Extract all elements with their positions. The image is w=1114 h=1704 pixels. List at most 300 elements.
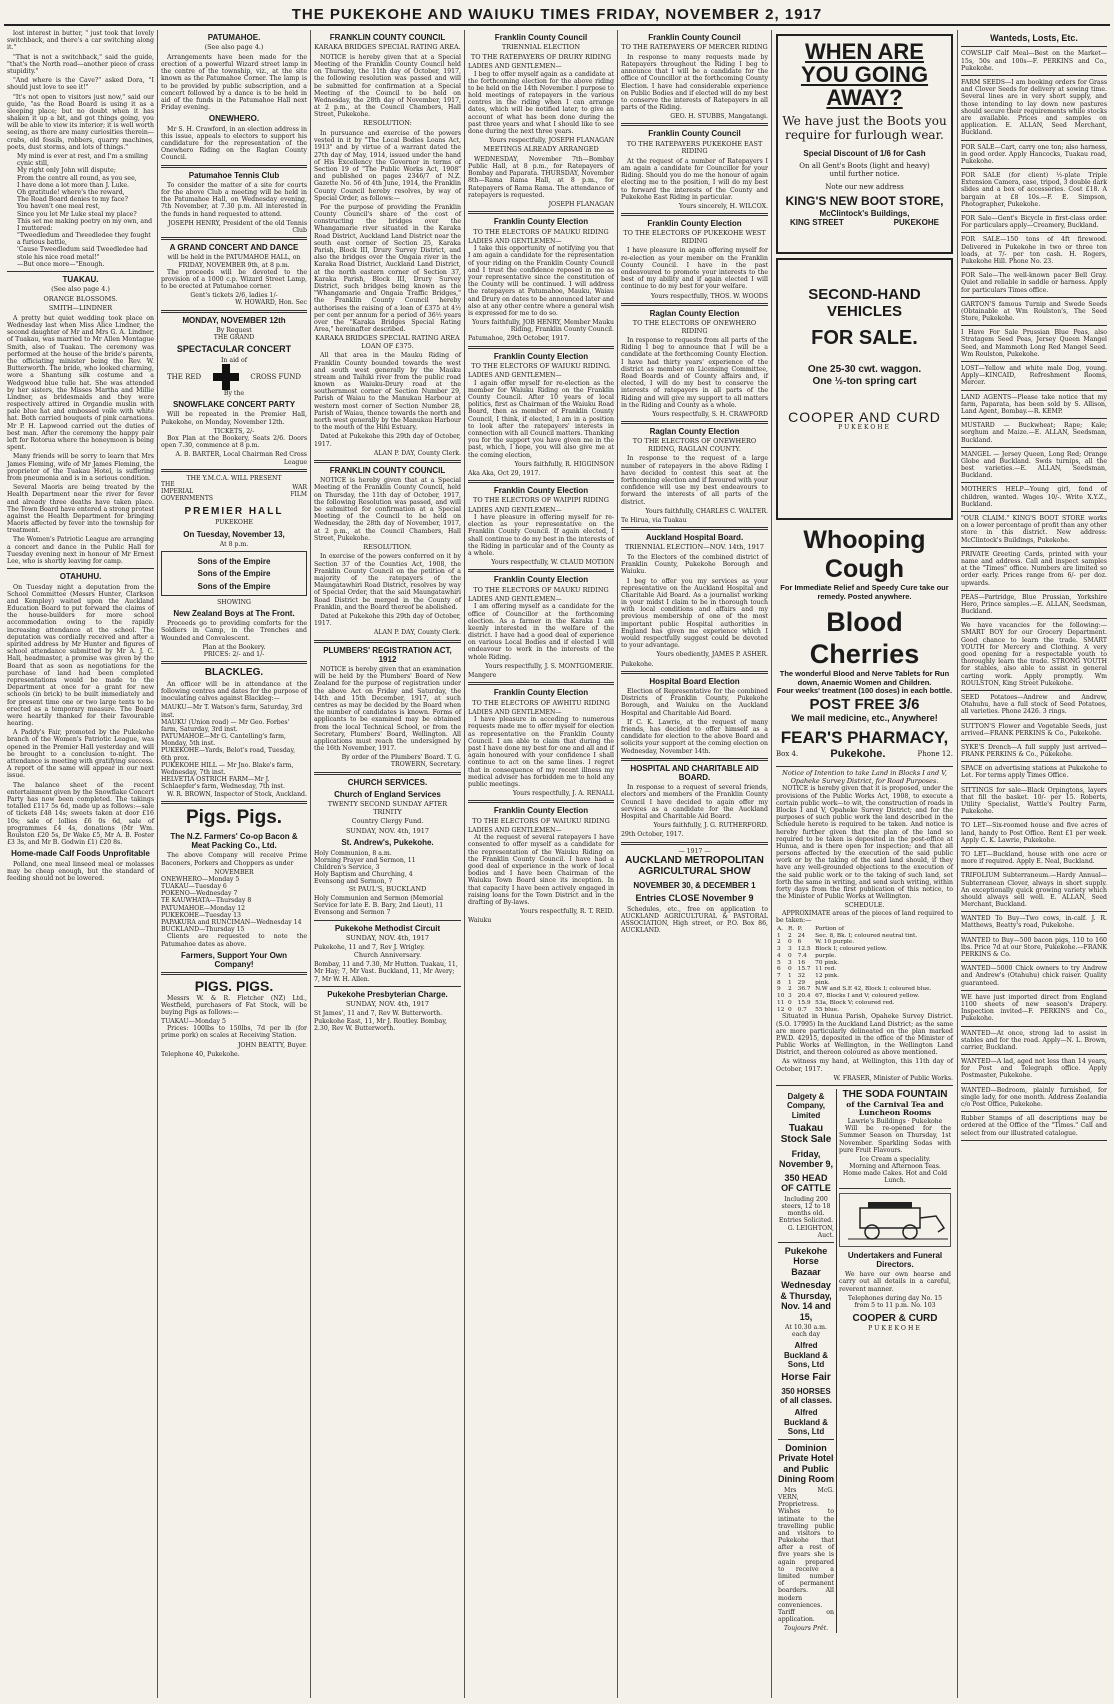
ad-line: will be held in the PATUMAHOE HALL, on FRIDAY, NOVEMBER 9th, at 8 p.m.: [167, 254, 301, 269]
sale-line: At 10.30 a.m. each day: [785, 1323, 827, 1339]
sale-line: Entries Solicited.: [778, 1217, 834, 1225]
signature: Yours respectfully, W. CLAUD MOTION: [491, 559, 614, 567]
dateline: Waiuku: [468, 917, 492, 925]
article-para: The balance sheet of the recent entertainment given by the Snowflake Concert Party has now been completed. The takings totalled £117 5s 6d, made up as follows:—sale of tickets £48 14s; sweets taken at door £16 10s; sale of lollies £6 0s 6d, sale of programmes £4 4s, donations (Mr Wm. Roulston £20 5s, Dr Wake £5, Mr A. B. Foster £3 3s, and Mr B. Godwin £1) £20 8s.: [7, 781, 154, 847]
divider: [314, 920, 461, 921]
election-para: At the request of several ratepayers I have consented to offer myself as a candidate for the representation of the Waiuku Riding on the Franklin County Council. I have had a good deal of experience in the work of local bodies and I have been Chairman of the Waiuku Town Board since its inception. In that capacity I have been actively engaged in raising loans for the Town District and in the drafting of By-laws.: [468, 834, 614, 906]
notice-para: In pursuance and exercise of the powers vested in it by "The Local Bodies Loans Act, 1913" and by virtue of a warrant dated the 27th day of May, 1914, issued under the hand of His Excellency the Governor in terms of Section 19 of "The Public Works Act, 1908" and published on pages 2346/7 of N.Z. Gazette No. 56 of 4th June, 1914, the Franklin County Council hereby resolves, by way of Special Order, as follows:—: [314, 130, 461, 202]
schedule-cell: 5: [777, 959, 781, 966]
poem-line: —But once more—"Enough.: [17, 260, 105, 268]
pig-date: TE KAUWHATA—Thursday 8: [161, 897, 252, 905]
schedule-cell: W. 10 purple.: [815, 939, 855, 946]
vehicles-item: One ½-ton spring cart: [812, 375, 917, 387]
boot-ad-sub: We have just the Boots you require for furlough wear.: [782, 114, 947, 143]
ad-para: An officer will be in attendance at the following centres and dates for the purpose of inoculating calves against Blackleg:—: [161, 680, 307, 703]
auctioneer-firm: Alfred Buckland & Sons, Ltd: [783, 1341, 828, 1369]
schedule-row: [776, 1007, 953, 1014]
schedule-cell: 16: [797, 959, 806, 966]
signature: W. HOWARD, Hon. Sec: [235, 299, 307, 307]
church-sub: Church of England Services: [334, 789, 441, 799]
article-para: A pretty but quiet wedding took place on Wednesday last when Miss Alice Lindner, the second daughter of Mr and Mrs G. A. Lindner, of Tuakau, was married to Mr Allen Montague Smith, also of Tuakau. The ceremony was performed at the house of the bride's parents, the officiating minister being the Rev. W. Butterworth. The bride, who looked charming, wore a Shantung silk costume and a Wedgwood blue tulle hat. She was attended by her sisters, the Misses Martha and Millie Lindner, as bridesmaids and they were respectively attired in Organdie muslin with pale blue hat and embossed voile with white hat. Both carried bouquets of pink carnations. Mr P. H. Lapwood carried out the duties of best man. After the ceremony the happy pair left for Rotorua where the honeymoon is being spent.: [7, 314, 154, 452]
schedule-cell: 3: [788, 946, 792, 953]
section-heading-home: Home-made Calf Foods Unprofitable: [11, 849, 150, 859]
divider: [961, 361, 1107, 362]
undertaker-town: PUKEKOHE: [868, 1324, 922, 1332]
section-sub: (See also page 4.): [51, 285, 110, 294]
election-para: I have pleasure in acceding to numerous requests made me to offer myself for election as representative on the Franklin County Council. I am able to claim that during the past I have done my best for one and all and if again honoured with your confidence I shall continue to act on the same lines. I regret that in consequence of my recent illness my medical adviser has forbidden me to hold any public meetings.: [468, 716, 614, 788]
schedule-cell: 70 pink.: [815, 959, 840, 966]
signature: By order of the Plumbers' Board. T. G. TROWERN, Secretary.: [341, 754, 461, 769]
schedule-cell: Sec. 8, Bk. I; coloured neutral tint.: [815, 932, 918, 939]
boot-ad-title: WHEN ARE YOU GOING AWAY?: [800, 39, 929, 111]
signature: Yours respectfully, S. H. CRAWFORD: [652, 410, 768, 418]
schedule-row: [776, 993, 953, 1000]
schedule-cell: 3: [777, 946, 781, 953]
divider: [161, 801, 307, 804]
divider: [961, 482, 1107, 483]
notice-para: NOTICE is hereby given that it is proposed, under the provisions of the Public Works Act, 1908, to execute a certain public work—to wit, the construction of roads in Blocks I and V, Opaheke Survey District; and for the purposes of such public work the land described in the Schedule hereto is required to be taken. And notice is hereby further given that the plan of the land so required to be taken is deposited in the post-office at Hunua, and is there open for inspection; and that all persons affected by the execution of the said public work or by the taking of the said land should, if they have any well-grounded objections to the execution of the said public work or to the taking of such land, set forth the same in writing, and send such writing, within forty days from the first publication of this notice, to the Minister of Public Works at Wellington.: [776, 785, 953, 901]
schedule-row: [776, 973, 953, 980]
boot-store-ad: [776, 34, 953, 254]
classified-ad: PRIVATE Greeting Cards, printed with your name and address. Call and inspect samples at the "Times" office. Numbers are limited so order early. Prices range from 6/- per doz. upwards.: [961, 550, 1107, 587]
wanteds-heading: Wanteds, Losts, Etc.: [990, 33, 1078, 43]
poem: [7, 153, 154, 268]
service-item: Holy Baptism and Churching, 4: [314, 871, 413, 879]
divider: [468, 211, 614, 214]
salutation: LADIES AND GENTLEMEN—: [468, 238, 562, 246]
signature: Yours faithfully, J. G. RUTHERFORD.: [653, 822, 768, 830]
boot-ad-line: McClintock's Buildings,: [819, 208, 910, 218]
vehicles-ad: [776, 258, 953, 520]
ad-line: Gent's tickets 2/6, ladies 1/-: [190, 292, 278, 300]
hotel-motto: Toujours Prêt.: [783, 1625, 829, 1633]
ad-heading: SNOWFLAKE CONCERT PARTY: [172, 400, 296, 410]
election-sub: TO THE RATEPAYERS OF MERCER RIDING: [621, 43, 768, 52]
red-cross-row: [161, 364, 307, 390]
schedule-cell: 0.7: [797, 1006, 807, 1013]
notice-sub: Country Clergy Fund.: [351, 817, 424, 826]
story-para: lost interest in butter, " just took that lovely switchback, and there's a car switching along it.": [7, 30, 154, 52]
schedule-cell: 12.5: [797, 946, 811, 953]
divider: [961, 75, 1107, 76]
classified-ad: SITTINGS for sale—Black Orpingtons, layers that fill the basket. 10/- per 15. Roberts, Utility Specialist, Wattle's Poultry Farm, Pukekohe.: [961, 786, 1107, 816]
salutation: LADIES AND GENTLEMEN—: [468, 506, 562, 514]
section-sub: SMITH—LINDNER: [48, 304, 113, 313]
red-label: THE RED: [167, 372, 202, 381]
signature: GEO. H. STUBBS, Mangatangi.: [670, 113, 768, 121]
dateline: Patumahoe, 29th October, 1917.: [468, 335, 570, 343]
signature: Yours faithfully, CHARLES C. WALTER.: [645, 507, 768, 515]
classified-ad: SPACE on advertising stations at Pukekohe to Let. For terms apply Times Office.: [961, 765, 1107, 780]
election-heading: Franklin County Election: [493, 688, 589, 698]
schedule-cell: 8: [777, 979, 781, 986]
election-para: In response to many requests made by Ratepayers throughout the Riding I beg to announce that I will be a candidate for the office of Councillor at the forthcoming County Election. I have had considerable experience on Public Bodies and if elected will do my best to conserve the interests of Ratepayers in all parts of the Riding.: [621, 53, 768, 112]
poem-line: Since you let Mr Luke steal my place?: [17, 210, 137, 218]
poem-line: This set me making poetry on my own, and I muttered:: [17, 217, 153, 232]
soda-line: of the Carnival Tea and Luncheon Rooms: [846, 1099, 944, 1118]
ad-line: In aid of: [220, 356, 247, 364]
divider: [961, 325, 1107, 326]
whooping-cough-title: Whooping Cough: [803, 526, 926, 583]
classified-ad: MUSTARD — Buckwheat; Rape; Kale; sorghum and Maize.—E. ALLAN, Seedsman, Buckland.: [961, 422, 1107, 444]
ymca-row: [161, 482, 307, 503]
divider: [314, 460, 461, 463]
notice-sub: KARAKA BRIDGES SPECIAL RATING AREA.: [314, 43, 461, 52]
divider: [621, 213, 768, 216]
classified-ad: COWSLIP Calf Meal—Best on the Market—15s, 50s and 100s—F. PERKINS and Co., Pukekohe.: [961, 50, 1107, 72]
divider: [961, 719, 1107, 720]
schedule-cell: 2: [777, 939, 781, 946]
signature: Yours respectfully, R. T. REID.: [520, 908, 614, 916]
classified-ad: TRIFOLIUM Subterraneum.—Hardy Annual—Subterranean Clover, always in short supply. An exceptionally quick growing variety which should always sell well. E. ALLAN, Seed Merchant, Buckland.: [961, 872, 1107, 909]
section-sub: ORANGE BLOSSOMS.: [43, 294, 118, 303]
salutation: LADIES AND GENTLEMEN—: [468, 709, 562, 717]
schedule-cell: A.: [777, 925, 784, 932]
poem-line: From the centre all round, as you see,: [17, 174, 137, 182]
vehicles-title: SECOND-HAND VEHICLES: [808, 286, 921, 321]
election-sub: TRIENNIAL ELECTION: [501, 43, 581, 52]
classified-ad: TO LET—Buckland, house with one acre or more if required. Apply E. Neal, Buckland.: [961, 850, 1107, 866]
divider: [776, 766, 953, 767]
signature: Yours obediently, JAMES P. ASHER.: [656, 651, 768, 659]
service-item: Pukekohe, 11 and 7, Rev J. Wrigley.: [314, 944, 425, 952]
schedule-cell: Portion of: [815, 925, 844, 932]
ad-heading: New Zealand Boys at The Front.: [173, 608, 295, 618]
schedule-row: [776, 980, 953, 987]
signature: JOHN BEATTY, Buyer.: [237, 1041, 307, 1049]
schedule-cell: 0: [788, 966, 792, 973]
schedule-cell: 15.9: [797, 999, 811, 1006]
election-para: At the request of a number of Ratepayers I am again a candidate for Councillor for your Riding. Should you do me the honour of again electing me to the position, I will do my best to forward the interests of the County and Pukekohe East Riding in particular.: [621, 157, 768, 201]
election-para: I have pleasure in offering myself for re-election as your representative on the Franklin County Council. If again elected, I shall continue to do my best in the interests of the Riding in particular and of the County as a whole.: [468, 514, 615, 557]
schedule-cell: 55 blue.: [815, 1006, 839, 1013]
boot-ad-street: KING STREET: [790, 217, 844, 227]
election-sub: TO THE RATEPAYERS PUKEKOHE EAST RIDING: [626, 139, 763, 156]
election-para: In response to requests from all parts of the Riding I beg to announce that I will be a candidate at the forthcoming County Election. I have had thirty years' experience of the district as member on Licensing Committee, Road Boards and of County affairs and, if elected, I will do my best to conserve the interests of ratepayers in all parts of the Riding and will give my support to all matters in the Riding and County as a whole.: [621, 337, 768, 409]
classified-ad: FOR Sale—Gent's Bicycle in first-class order. For particulars apply—Creamery, Buckland.: [961, 215, 1107, 230]
classified-ad: WANTED—At once, strong lad to assist in stables and for the road. Apply—N. L. Brown, carrier, Buckland.: [961, 1029, 1107, 1051]
service-item: Morning Prayer and Sermon, 11: [314, 856, 416, 864]
schedule-row: [776, 939, 953, 946]
classified-ad: TO LET—Six-roomed house and five acres of land, handy to Post Office. Rent £1 per week. Apply C. K. Lawrie, Pukekohe.: [961, 822, 1107, 844]
schedule-row: [776, 953, 953, 960]
signature: W. R. BROWN, Inspector of Stock, Auckland.: [166, 790, 307, 798]
signature: Yours faithfully, JOB HENRY, Member Mauku Riding, Franklin County Council.: [472, 319, 614, 334]
ad-para: The above Company will receive Prime Baconers, Porkers and Choppers as under: [161, 852, 307, 867]
undertaker-phone: Telephones during day No. 15: [847, 1294, 943, 1302]
divider: [961, 1054, 1107, 1055]
schedule-cell: 11: [777, 999, 785, 1006]
auctioneer-firm: Alfred Buckland & Sons, Ltd: [783, 1408, 828, 1436]
divider: [961, 447, 1107, 448]
notice-sub: RESOLUTION.: [363, 542, 412, 551]
horse-count: 350 HORSES of all classes.: [779, 1386, 833, 1405]
pharmacy-town: Pukekohe.: [830, 747, 886, 760]
ad-heading-concert: A GRAND CONCERT AND DANCE: [169, 243, 299, 253]
divider: [161, 165, 307, 168]
divider: [161, 661, 307, 664]
notice-para: All that area in the Mauku Riding of Franklin County bounded towards the west and south west generally by the Mauku stream and Taihiki river from the public road known as Waiuku-Drury road at the southernmost corner of Section Number 29, Parish of Waiau to the Manukau Harbour at western most corner of Section Number 28, Parish of Waiau, thence towards the north and north west generally by the Manukau Harbour to the mouth of the Hihi Estuary.: [314, 352, 461, 432]
notice-heading: FRANKLIN COUNTY COUNCIL: [329, 465, 446, 475]
ad-line: PUKEKOHE: [215, 519, 253, 527]
ad-heading: MONDAY, NOVEMBER 12th: [182, 315, 286, 325]
red-cross-icon: [213, 364, 239, 390]
election-heading: Raglan County Election: [649, 427, 740, 437]
divider: [161, 972, 307, 975]
election-heading: Franklin County Election: [493, 486, 589, 496]
notice-sub: KARAKA BRIDGES SPECIAL RATING AREA LOAN OF £375.: [315, 334, 460, 350]
masthead: THE PUKEKOHE AND WAIUKU TIMES FRIDAY, NOVEMBER 2, 1917: [4, 4, 1110, 26]
classified-ad: MOTHER'S HELP—Young girl, fond of children, wanted. Wages 10/-. Write X.Y.Z., Buckland.: [961, 486, 1107, 508]
notice-sub: SUNDAY, NOV. 4th, 1917: [345, 826, 430, 835]
schedule-cell: P.: [797, 925, 803, 932]
election-heading: Hospital Board Election: [649, 676, 740, 686]
divider: [961, 990, 1107, 991]
pharmacy-line: For Immediate Relief and Speedy Cure take our remedy. Posted anywhere.: [780, 583, 949, 601]
divider: [961, 590, 1107, 591]
sons-box: [161, 551, 307, 596]
salutation: LADIES AND GENTLEMEN—: [468, 827, 562, 835]
boot-ad-line: On all Gent's Boots (light and heavy) until further notice.: [799, 162, 930, 179]
signature: Yours respectfully, JOSEPH FLANAGAN: [489, 137, 614, 145]
show-dates: NOVEMBER 30, & DECEMBER 1: [633, 880, 756, 890]
pig-date: PUKEKOHE—Tuesday 13: [161, 911, 241, 919]
divider: [314, 640, 461, 643]
pig-date: TUAKAU—Monday 5: [161, 1018, 226, 1026]
pharmacy-box: Box 4.: [776, 749, 799, 758]
signature: ALAN P. DAY, County Clerk.: [373, 629, 461, 637]
dateline: 29th October, 1917.: [621, 831, 684, 839]
blackleg-item: MAUKU (Union road) — Mr Geo. Forbes' farm, Saturday, 3rd inst.: [161, 718, 290, 733]
article-para: Many friends will be sorry to learn that Mrs James Fleming, wife of Mr James Fleming, the proprietor of the Tuakau Hotel, is suffering from pneumonia and is in a serious condition.: [7, 453, 154, 482]
election-heading: Franklin County Election: [493, 806, 589, 816]
notice-title: Notice of Intention to take Land in Blocks I and V, Opaheke Survey District, for Road Purposes.: [782, 769, 947, 785]
article-para: On Tuesday night a deputation from the School Committee (Messrs Hunter, Clarkson and Kempley) waited upon the Auckland Education Board to put forward the claims of the house-builders for more school accommodation owing to the rapidly increasing attendance at the school. The deputation was cordially received and after a spirited address by Mr Hunter and figures of school attendance submitted by Mr A. J. C. Hall, headmaster, a promise was given by the Board that as soon as negotiations for the purchase of land had been completed representations would be made to the Department at once for a grant for new schools (in brick) to be built immediately and for present time one or two large tents to be erected as a temporary measure. The Board were heartily thanked for their favourable hearing.: [7, 583, 154, 728]
divider: [961, 390, 1107, 391]
notice-sub: SUNDAY, NOV. 4th, 1917: [345, 999, 430, 1008]
election-para: To the Electors of the combined district of Franklin County, Pukekohe Borough and Waiuku.: [621, 553, 768, 576]
show-heading: AUCKLAND METROPOLITAN AGRICULTURAL SHOW: [625, 854, 764, 878]
notice-para: NOTICE is hereby given that at a Special Meeting of the Franklin County Council, held on Thursday, the 11th day of October, 1917, the following Resolution was passed, and will be submitted for confirmation at a Special Meeting of the Council to be held on Wednesday, the 28th day of November, 1917, at 2 p.m., at the Council Chambers, Hall Street, Pukekohe.: [314, 477, 461, 542]
ad-line: TICKETS, 2/-: [213, 427, 255, 435]
election-heading: Franklin County Election: [493, 351, 589, 361]
dateline: Mangere: [468, 672, 497, 680]
church-sub: Pukekohe Presbyterian Charge.: [327, 989, 448, 999]
signature: Yours respectfully, THOS. W. WOODS: [650, 292, 768, 300]
schedule-cell: 53a, Block V; coloured red.: [815, 999, 895, 1006]
schedule-cell: 1: [788, 973, 792, 980]
schedule-row: [776, 1000, 953, 1007]
sale-date: Friday, November 9,: [778, 1149, 834, 1170]
classified-ad: WANTED—5000 Chick owners to try Andrew and Andrew's (Otahuhu) chick raiser. Quality guaranteed.: [961, 965, 1107, 987]
election-heading: Franklin County Election: [493, 575, 589, 585]
signature: W. FRASER, Minister of Public Works.: [833, 1074, 953, 1082]
ad-line: THE Y.M.C.A. WILL PRESENT: [186, 474, 282, 482]
schedule-cell: 20.4: [797, 993, 811, 1000]
undertaker-heading: Undertakers and Funeral Directors.: [847, 1250, 943, 1269]
election-heading: Franklin County Election: [647, 219, 742, 229]
divider: [961, 1026, 1107, 1027]
service-item: Holy Communion and Sermon (Memorial Service for late E. B. Bary, 2nd Lieut), 11: [314, 895, 444, 910]
soda-para: Will be re-opened for the Summer Season on Thursday, 1st November. Sparkling Sodas with pure Fruit Flavours.: [839, 1125, 951, 1154]
post-free: POST FREE 3/6: [809, 696, 920, 714]
classified-ad: WE have just imported direct from England 1100 sheets of new season's Drapery. Inspection invited—F. PERKINS and Co., Pukekohe.: [961, 993, 1107, 1023]
pharmacy-ad: [776, 526, 953, 760]
schedule-cell: 32: [797, 973, 806, 980]
poem-line: My mind is ever at rest, and I'm a smiling cynic still,: [17, 153, 148, 168]
divider: [7, 568, 154, 569]
section-heading-onewhero: ONEWHERO.: [208, 114, 260, 124]
divider: [961, 818, 1107, 819]
classified-ad: LAND AGENTS—Please take notice that my farm, Paparata, has been sold by S. Allison, Land Agent, Bombay.—R. KEMP.: [961, 393, 1107, 415]
notice-sub: Church Anniversary.: [353, 950, 422, 959]
divider: [961, 140, 1107, 141]
divider: [621, 421, 768, 424]
classified-ad: SUTTON'S Flower and Vegetable Seeds, just arrived—FRANK PERKINS & Co., Pukekohe.: [961, 722, 1107, 737]
sons-line: Sons of the Empire: [197, 556, 271, 566]
election-heading: HOSPITAL AND CHARITABLE AID BOARD.: [630, 763, 759, 782]
notice-sub: TWENTY SECOND SUNDAY AFTER TRINITY: [327, 800, 448, 816]
blackleg-item: HELVETIA OSTRICH FARM—Mr J. Schlaepfer's farm, Wednesday, 7th inst.: [161, 776, 285, 791]
salutation: LADIES AND GENTLEMEN—: [468, 596, 562, 604]
classified-ad: I Have For Sale Prussian Blue Peas, also Stratagem Seed Peas, Jersey Queen Mangel Seed, and Mammoth Long Red Mangel Seed. Wm Roulston, Pukekohe.: [961, 329, 1107, 358]
story-para: "That is not a switchback," said the guide, "that's the North road—another piece of crass stupidity.": [7, 53, 154, 75]
ad-heading-blackleg: BLACKLEG.: [204, 667, 264, 679]
ad-para: To consider the matter of a site for courts for the above Club a meeting will be held in the Patumahoe Hall, on Wednesday evening, 7th November, at 7.30 p.m. All interested in the funds in hand requested to attend.: [161, 181, 307, 218]
divider: [961, 297, 1107, 298]
divider: [961, 868, 1107, 869]
show-entries: Entries CLOSE November 9: [635, 893, 754, 904]
signature: Yours respectfully, J. S. MONTGOMERIE.: [485, 662, 614, 670]
boot-ad-address: [782, 218, 947, 227]
cross-label: CROSS FUND: [250, 372, 301, 381]
pharmacy-address: [776, 748, 953, 761]
election-heading: Franklin County Council: [494, 33, 588, 42]
show-para: Schedules, etc., free on application to AUCKLAND AGRICULTURAL & PASTORAL ASSOCIATION, High street, or P.O. Box 86, AUCKLAND.: [621, 905, 768, 935]
schedule-cell: 1: [777, 932, 781, 939]
poem-line: The Road Board denies to my face?: [17, 196, 128, 204]
soda-line: Morning and Afternoon Teas. Home made Cakes. Hot and Cold Lunch.: [842, 1163, 948, 1185]
column-6: [772, 30, 958, 1698]
schedule-cell: 6: [797, 939, 802, 946]
schedule-heading: SCHEDULE.: [844, 902, 885, 910]
divider: [776, 1085, 953, 1086]
schedule-cell: 15.7: [797, 966, 811, 973]
service-item: St James', 11 and 7, Rev W. Butterworth. Pukekohe East, 11, Mr J. Routley. Bombay, 2.30, Rev W. Butterworth.: [314, 1010, 447, 1032]
election-para: I take this opportunity of notifying you that I am again a candidate for the representation of your riding on the Franklin County Council and I trust the confidence reposed in me as your representative since the constitution of the County will be continued. I will address the ratepayers at Patumahoe, Mauku, Waiau and Drury on dates to be announced later and also at any other centre where a general wish is expressed for me to do so.: [468, 245, 614, 317]
election-sub: TO THE ELECTORS OF MAUKU RIDING: [473, 227, 609, 236]
page-columns: [4, 30, 1110, 1698]
divider: [314, 986, 461, 987]
ad-line: Plan at the Bookery.: [202, 643, 266, 651]
section-heading-otahuhu: OTAHUHU.: [59, 572, 102, 582]
notice-para: NOTICE is hereby given that an examination will be held by the Plumbers' Board of New Zealand for the purpose of registration under the above Act on Friday and Saturday, the 14th and 15th December, 1917, at such centres as may be decided by the Board when the number of candidates is known. Forms of applicants to be examined may be obtained from the local Technical School, or from the Secretary, Plumbers' Board, Wellington. All applications must reach the undersigned by the 16th November, 1917.: [314, 666, 461, 753]
classified-ad: SYKE'S Drench—A full supply just arrived—FRANK PERKINS & Co., Pukekohe.: [961, 743, 1107, 759]
election-heading: Franklin County Election: [493, 217, 589, 227]
story-para: "And where is the Cave?" asked Dora, "I should just love to see it!": [7, 77, 154, 92]
notice-heading: FRANKLIN COUNTY COUNCIL: [329, 33, 446, 42]
divider: [468, 800, 614, 803]
classified-ad: WANTED to Buy—500 bacon pigs, 110 to 160 lbs. Price 7d at our Store, Pukekohe.—FRANK PERKINS & Co.: [961, 936, 1107, 958]
schedule-cell: 3: [788, 959, 792, 966]
election-sub: TRIENNIAL ELECTION—NOV. 14th, 1917: [624, 543, 765, 552]
soda-heading: THE SODA FOUNTAIN: [842, 1089, 948, 1101]
divider: [621, 842, 768, 845]
ad-line: SHOWING: [217, 598, 251, 606]
sale-line: Including 200 steers, 12 to 18 months old.: [781, 1195, 831, 1218]
ad-para: Proceeds go to providing comforts for the Soldiers in Camp, in the Trenches and Wounded and Convalescent.: [161, 620, 307, 642]
vehicles-company: COOPER AND CURD: [788, 409, 941, 426]
church-sub: St. Andrew's, Pukekohe.: [341, 838, 434, 848]
signature: Yours faithfully, R. HIGGINSON: [514, 460, 614, 468]
sale-heading: Tuakau Stock Sale: [780, 1122, 832, 1146]
divider: [961, 933, 1107, 934]
soda-line: Ice Cream a speciality.: [859, 1155, 931, 1163]
poem-line: My right only John will dispute;: [17, 167, 116, 175]
divider: [961, 511, 1107, 512]
classified-ad: WANTED To Buy—Two cows, in-calf. J. R. Matthews, Beatty's road, Pukekohe.: [961, 915, 1107, 930]
article-para: Polland, one meal linseed meal or molasses may be cheap enough, but the standard of feeding should not be lowered.: [7, 860, 154, 882]
schedule-cell: purple.: [815, 952, 837, 959]
ad-para: Will be repeated in the Premier Hall, Pukekohe, on Monday, November 12th.: [161, 411, 307, 426]
blackleg-item: MAUKU—Mr T. Watson's farm, Saturday, 3rd inst.: [161, 704, 303, 719]
cattle-count: 350 HEAD OF CATTLE: [781, 1172, 831, 1194]
divider: [961, 268, 1107, 269]
election-para: Election of Representative for the combined Districts of Franklin County, Pukekohe Borough, and Waiuku on the Auckland Hospital and Charitable Aid Board.: [621, 688, 768, 717]
classified-ad: FOR SALE—Cart, carry one ton; also harness, in good order. Apply Hancocks, Tuakau road, Pukekohe.: [961, 143, 1107, 165]
vehicles-town: PUKEKOHE: [838, 424, 891, 432]
service-item: Children's Service, 3: [314, 863, 380, 871]
soda-undertaker-ads: [837, 1089, 953, 1633]
schedule-cell: 11 red.: [815, 966, 837, 973]
pig-date: BUCKLAND—Thursday 15: [161, 926, 245, 934]
soda-line: Lawrie's Buildings · Pukekohe: [847, 1117, 943, 1125]
schedule-cell: 4: [777, 952, 781, 959]
article-para: A Paddy's Fair, promoted by the Pukekohe branch of the Women's Patriotic League, was opened in the Premier Hall yesterday and will be brought to a conclusion to-night. The attendance is meeting with gratifying success. A report of the same will appear in our next issue.: [7, 729, 154, 780]
blood-cherries-title: Blood Cherries: [809, 607, 920, 669]
sons-line: Sons of the Empire: [197, 581, 271, 591]
warfilm-label: WAR FILM: [290, 484, 307, 499]
ad-line: By the: [223, 389, 245, 397]
schedule-cell: 29: [797, 979, 806, 986]
notice-para: Dated at Pukekohe this 29th day of October, 1917.: [314, 612, 461, 628]
signature: ALAN P. DAY, County Clerk.: [373, 449, 461, 457]
schedule-row: [776, 960, 953, 967]
divider: [621, 303, 768, 306]
signature: JOSEPH FLANAGAN: [548, 201, 614, 209]
boot-ad-store: KING'S NEW BOOT STORE,: [785, 193, 944, 208]
boot-ad-line: Note our new address: [825, 182, 904, 191]
divider: [161, 469, 307, 472]
ad-line: At 8 p.m.: [219, 540, 249, 548]
notice-para: NOTICE is hereby given that at a Special Meeting of the Franklin County Council held on Thursday, the 11th day of October, 1917, the following resolution was passed and will be submitted for confirmation at a Special Meeting of the Council to be held on Wednesday, the 28th day of November, 1917, at 2 p.m., at the Council Chambers, Hall Street, Pukekohe.: [314, 53, 461, 119]
divider: [161, 237, 307, 240]
dateline: Te Hirua, via Tuakau: [621, 516, 687, 524]
schedule-cell: 10: [777, 993, 785, 1000]
classified-ad: GARTON'S famous Turnip and Swede Seeds (Obtainable at Wm Roulston's, The Seed Store, Pukekohe.: [961, 300, 1107, 323]
ad-heading: On Tuesday, November 13,: [183, 529, 285, 539]
pig-date: TUAKAU—Tuesday 6: [161, 883, 227, 891]
divider: [621, 123, 768, 126]
poem-line: "Tweedledum and Tweedledee they fought a furious battle,: [17, 232, 151, 247]
section-sub: (See also page 4.): [204, 43, 264, 52]
boot-ad-town: PUKEKOHE: [893, 217, 939, 227]
boot-ad-discount: Special Discount of 1/6 for Cash: [803, 149, 926, 159]
divider: [468, 682, 614, 685]
notice-sub: RESOLUTION:: [363, 119, 412, 128]
election-para: In response to a request of several friends, electors and members of the Franklin County Council I have decided to again offer my services as a candidate for the Auckland Hospital and Charitable Aid Board.: [621, 784, 768, 821]
classified-ad: FOR Sale—The well-known pacer Bell Gray. Quiet and reliable in saddle or harness. Apply for particulars Times office.: [961, 272, 1107, 294]
